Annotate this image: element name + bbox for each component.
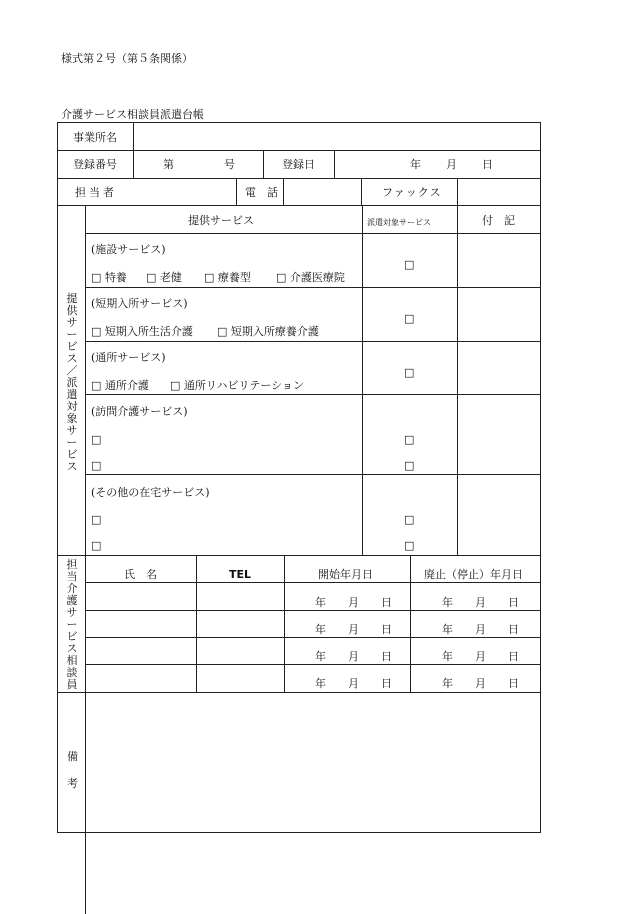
reg-number-label: 登録番号	[73, 158, 117, 171]
end-date: 年 月 日	[442, 677, 519, 690]
office-name-label: 事業所名	[73, 131, 117, 144]
target-checkbox[interactable]: □	[404, 513, 415, 526]
register-form	[57, 122, 541, 833]
target-checkbox[interactable]: □	[404, 258, 415, 271]
start-date: 年 月 日	[315, 650, 392, 663]
checkbox-item[interactable]: □	[91, 539, 102, 552]
col-end-header: 廃止（停止）年月日	[424, 568, 523, 581]
group-other-title: (その他の在宅サービス)	[91, 486, 210, 499]
checkbox-item[interactable]: □ 通所介護	[91, 379, 149, 392]
register-title: 介護サービス相談員派遣台帳	[61, 108, 204, 121]
remarks-label-2: 考	[67, 777, 78, 790]
col-service-header: 提供サービス	[188, 214, 254, 227]
end-date: 年 月 日	[442, 650, 519, 663]
target-checkbox[interactable]: □	[404, 433, 415, 446]
col-start-header: 開始年月日	[318, 568, 373, 581]
col-target-header: 派遣対象サービス	[367, 218, 431, 227]
checkbox-item[interactable]: □ 介護医療院	[276, 271, 345, 284]
checkbox-item[interactable]: □ 老健	[146, 271, 182, 284]
checkbox-item[interactable]: □	[91, 513, 102, 526]
dai-text: 第	[163, 158, 174, 171]
checkbox-item[interactable]: □	[91, 433, 102, 446]
fax-label: ファックス	[382, 186, 442, 199]
checkbox-item[interactable]: □ 通所リハビリテーション	[170, 379, 304, 392]
checkbox-item[interactable]: □ 短期入所療養介護	[217, 325, 319, 338]
checkbox-item[interactable]: □ 療養型	[204, 271, 251, 284]
start-date: 年 月 日	[315, 677, 392, 690]
remarks-label-1: 備	[67, 750, 78, 763]
col-tel-header: TEL	[229, 568, 252, 581]
target-checkbox[interactable]: □	[404, 312, 415, 325]
start-date: 年 月 日	[315, 623, 392, 636]
end-date: 年 月 日	[442, 623, 519, 636]
services-side-label: 提 供 サ ー ビ ス ／ 派 遣 対 象 サ ー ビ ス	[66, 292, 78, 473]
group-dayservice-title: (通所サービス)	[91, 351, 166, 364]
group-facility-title: (施設サービス)	[91, 243, 166, 256]
target-checkbox[interactable]: □	[404, 366, 415, 379]
remarks-area[interactable]	[86, 693, 539, 832]
checkbox-item[interactable]: □	[91, 459, 102, 472]
col-note-header: 付 記	[482, 214, 515, 227]
day-text: 日	[482, 158, 493, 171]
start-date: 年 月 日	[315, 596, 392, 609]
month-text: 月	[446, 158, 457, 171]
target-checkbox[interactable]: □	[404, 539, 415, 552]
col-name-header: 氏 名	[124, 568, 157, 581]
counselors-side-label: 担 当 介 護 サ ー ビ ス 相 談 員	[66, 558, 78, 691]
form-number: 様式第２号（第５条関係）	[61, 52, 193, 65]
checkbox-item[interactable]: □ 特養	[91, 271, 127, 284]
go-text: 号	[224, 158, 235, 171]
person-label: 担当者	[75, 186, 117, 199]
group-shortstay-title: (短期入所サービス)	[91, 297, 188, 310]
end-date: 年 月 日	[442, 596, 519, 609]
reg-date-label: 登録日	[282, 158, 315, 171]
year-text: 年	[410, 158, 421, 171]
target-checkbox[interactable]: □	[404, 459, 415, 472]
group-homevisit-title: (訪問介護サービス)	[91, 405, 188, 418]
checkbox-item[interactable]: □ 短期入所生活介護	[91, 325, 193, 338]
phone-label: 電 話	[245, 186, 278, 199]
